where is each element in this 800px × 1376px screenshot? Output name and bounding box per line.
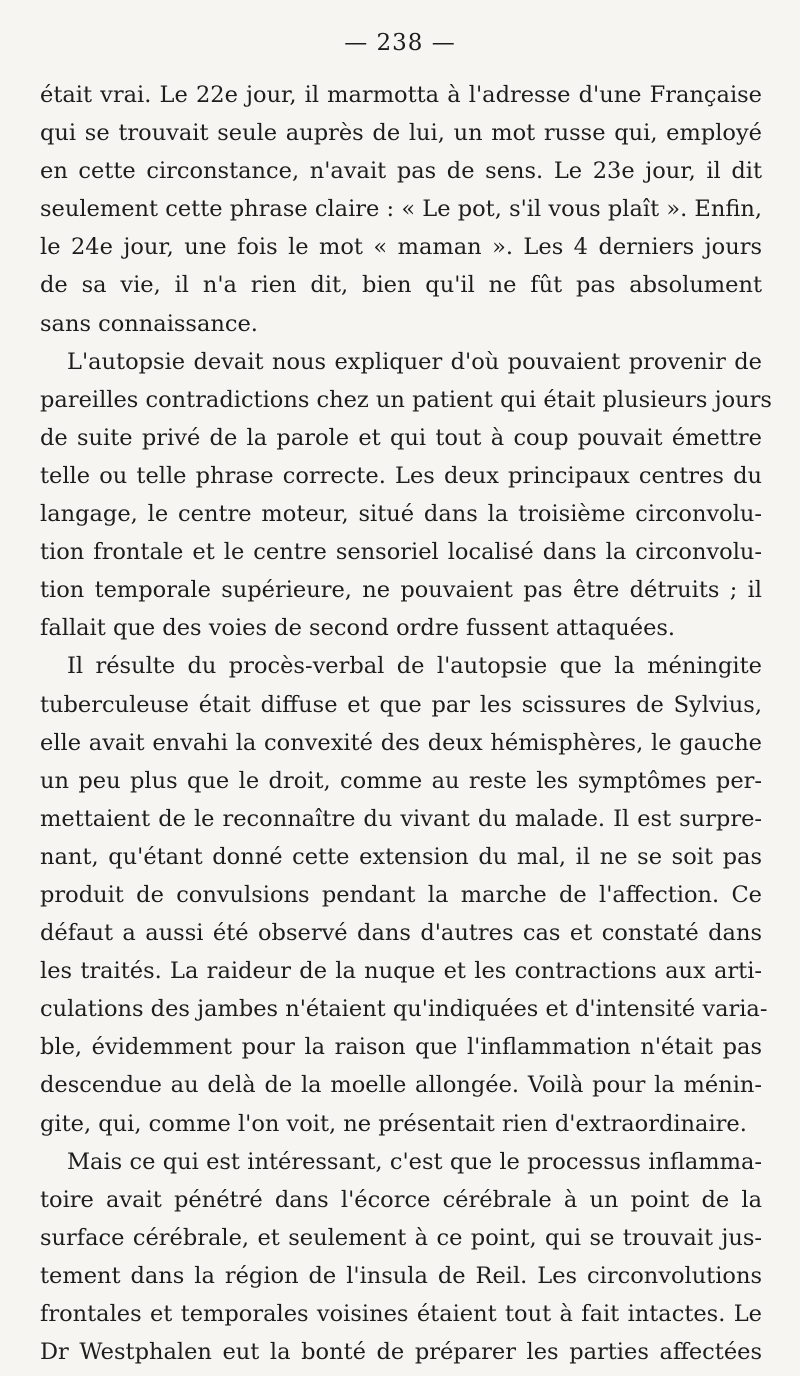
paragraph: [40, 343, 772, 648]
text-line: nant, qu'étant donné cette extension du mal, il ne se soit pas: [40, 843, 762, 870]
text-line: tuberculeuse était diffuse et que par les scissures de Sylvius,: [40, 691, 762, 718]
text-line: le 24e jour, une fois le mot « maman ». Les 4 derniers jours: [40, 234, 762, 261]
text-line: sans connaissance.: [40, 310, 258, 337]
text-line: les traités. La raideur de la nuque et les contractions aux arti-: [40, 958, 762, 985]
text-line: qui se trouvait seule auprès de lui, un mot russe qui, employé: [40, 120, 762, 147]
body-text: [40, 76, 772, 1371]
text-line: elle avait envahi la convexité des deux hémisphères, le gauche: [40, 729, 762, 756]
text-line: de sa vie, il n'a rien dit, bien qu'il ne fût pas absolument: [40, 272, 762, 299]
text-line: langage, le centre moteur, situé dans la troisième circonvolu-: [40, 501, 762, 528]
text-line: seulement cette phrase claire : « Le pot, s'il vous plaît ». Enfin,: [40, 196, 762, 223]
text-line: culations des jambes n'étaient qu'indiquées et d'intensité varia-: [40, 996, 768, 1023]
paragraph: [40, 647, 768, 1142]
text-line: frontales et temporales voisines étaient tout à fait intactes. Le: [40, 1301, 762, 1327]
paragraph: [40, 76, 762, 343]
text-line: un peu plus que le droit, comme au reste les symptômes per-: [40, 767, 762, 794]
text-line: produit de convulsions pendant la marche de l'affection. Ce: [40, 881, 762, 908]
paragraph: [40, 1143, 762, 1372]
text-line: fallait que des voies de second ordre fussent attaquées.: [40, 615, 676, 642]
text-line: mettaient de le reconnaître du vivant du malade. Il est surpre-: [40, 805, 762, 832]
text-line: toire avait pénétré dans l'écorce cérébrale à un point de la: [40, 1186, 762, 1213]
text-line: Il résulte du procès-verbal de l'autopsie que la méningite: [67, 653, 762, 680]
text-line: tement dans la région de l'insula de Reil. Les circonvolutions: [40, 1262, 762, 1289]
text-line: telle ou telle phrase correcte. Les deux principaux centres du: [40, 462, 762, 489]
text-line: tion temporale supérieure, ne pouvaient pas être détruits ; il: [40, 577, 762, 604]
text-line: surface cérébrale, et seulement à ce point, qui se trouvait jus-: [40, 1224, 762, 1251]
text-line: défaut a aussi été observé dans d'autres cas et constaté dans: [40, 920, 762, 947]
text-line: gite, qui, comme l'on voit, ne présentait rien d'extraordinaire.: [40, 1110, 747, 1137]
text-line: Mais ce qui est intéressant, c'est que le processus inflamma-: [67, 1148, 762, 1175]
text-line: en cette circonstance, n'avait pas de sens. Le 23e jour, il dit: [40, 158, 762, 185]
text-line: était vrai. Le 22e jour, il marmotta à l'adresse d'une Française: [40, 82, 762, 108]
text-line: Dr Westphalen eut la bonté de préparer les parties affectées: [40, 1339, 762, 1366]
text-line: L'autopsie devait nous expliquer d'où pouvaient provenir de: [67, 348, 762, 375]
text-line: descendue au delà de la moelle allongée. Voilà pour la ménin-: [40, 1072, 762, 1099]
text-line: ble, évidemment pour la raison que l'inflammation n'était pas: [40, 1034, 762, 1061]
page-number: — 238 —: [344, 30, 456, 56]
text-line: de suite privé de la parole et qui tout à coup pouvait émettre: [40, 424, 762, 451]
text-line: pareilles contradictions chez un patient qui était plusieurs jours: [40, 386, 772, 413]
text-line: tion frontale et le centre sensoriel localisé dans la circonvolu-: [40, 539, 762, 566]
